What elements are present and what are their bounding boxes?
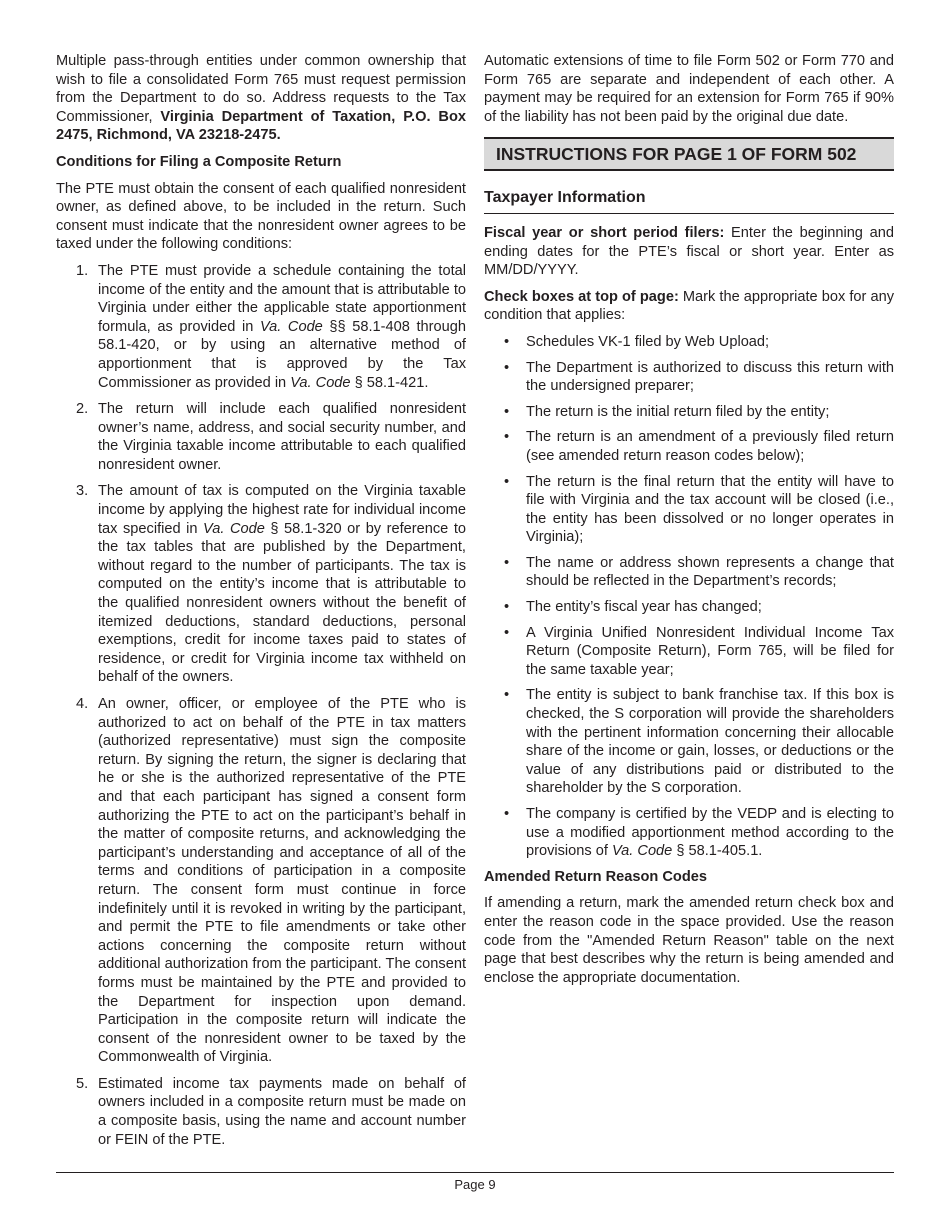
section-title-bar: INSTRUCTIONS FOR PAGE 1 OF FORM 502 — [484, 137, 894, 171]
bullet-dot: • — [504, 624, 510, 641]
bullet-item — [484, 598, 894, 617]
item-text: The amount of tax is computed on the Virginia taxable income by applying the highest rate for individual income tax specified in — [98, 483, 466, 537]
item-text: Estimated income tax payments made on behalf of owners included in a composite return must be made on a composite basis, using the name and account number or FEIN of the PTE. — [98, 1075, 466, 1148]
bullet-text: The company is certified by the VEDP and is electing to use a modified apportionment method according to the provisions of — [526, 806, 894, 860]
bullet-item — [484, 359, 894, 396]
bullet-text: The return is an amendment of a previously filed return (see amended return reason codes below); — [526, 429, 894, 464]
item-number: 4. — [76, 696, 89, 712]
code-citation: Va. Code — [611, 843, 673, 860]
item-text: The PTE must provide a schedule containing the total income of the entity and the amount that is attributable to Virginia under either the applicable state apportionment formula, as provided in — [98, 262, 466, 335]
amended-reason-heading: Amended Return Reason Codes — [484, 868, 707, 885]
fiscal-year-label: Fiscal year or short period filers: — [484, 224, 725, 241]
bullet-item — [484, 428, 894, 465]
bullet-item — [484, 624, 894, 680]
bullet-text: § 58.1-405.1. — [672, 843, 763, 860]
left-column — [56, 52, 466, 1157]
bullet-text: A Virginia Unified Nonresident Individual Income Tax Return (Composite Return), Form 765, will be filed for the same taxable year; — [526, 624, 894, 678]
fiscal-year-paragraph — [484, 224, 894, 280]
condition-item-4 — [56, 695, 466, 1067]
item-text: § 58.1-320 or by reference to the tax tables that are published by the Department, without regard to the number of participants. The tax is computed on the entity’s income that is attributable to the qualified nonresident owners without the benefit of itemized deductions, standard deductions, personal exemptions, credit for income taxes paid to states of residence, or credit for Virginia income tax withheld on behalf of the owners. — [98, 520, 467, 686]
item-text: The return will include each qualified nonresident owner’s name, address, and social security number, and the Virginia taxable income attributable to each qualified nonresident owner. — [98, 401, 466, 473]
bullet-item — [484, 403, 894, 422]
bullet-text: The entity is subject to bank franchise tax. If this box is checked, the S corporation will provide the shareholders with the pertinent information concerning their allocable share of the income or gain, losses, or deductions or the value of any distributions paid or distributed to the shareholder by the S corporation. — [526, 687, 894, 797]
bullet-dot: • — [504, 429, 510, 446]
consolidated-paragraph — [56, 52, 466, 145]
department-address: Virginia Department of Taxation, P.O. Box 2475, Richmond, VA 23218-2475. — [56, 108, 466, 144]
check-boxes-label: Check boxes at top of page: — [484, 288, 679, 305]
bullet-dot: • — [504, 359, 510, 376]
bullet-dot: • — [504, 687, 510, 704]
bullet-dot: • — [504, 806, 510, 822]
bullet-dot: • — [504, 554, 510, 571]
check-boxes-paragraph — [484, 288, 894, 325]
item-number: 5. — [76, 1075, 89, 1092]
conditions-list — [56, 262, 466, 1149]
code-citation: Va. Code — [290, 374, 351, 391]
bullet-item — [484, 686, 894, 798]
consolidated-text: Multiple pass-through entities under common ownership that wish to file a consolidated Form 765 must request permission from the Department to do so. Address requests to the Tax Commissioner, — [56, 53, 466, 125]
footer-divider — [56, 1172, 894, 1173]
item-text: § 58.1-421. — [350, 374, 429, 391]
amended-reason-paragraph: If amending a return, mark the amended return check box and enter the reason code in the space provided. Use the reason code from the "Amended Return Reason" table on the next page that best describes why the return is being amended and enclose the appropriate documentation. — [484, 895, 894, 986]
bullet-dot: • — [504, 599, 510, 616]
bullet-item — [484, 473, 894, 547]
check-box-conditions-list — [484, 333, 894, 861]
item-text: §§ 58.1-408 through 58.1-420, or by using an alternative method of apportionment that is approved by the Tax Commissioner as provided in — [98, 318, 466, 391]
bullet-text: The Department is authorized to discuss this return with the undersigned preparer; — [526, 359, 894, 395]
check-boxes-text: Mark the appropriate box for any condition that applies: — [484, 288, 894, 324]
bullet-item — [484, 805, 894, 861]
fiscal-year-text: Enter the beginning and ending dates for the PTE’s fiscal or short year. Enter as MM/DD/YYYY. — [484, 224, 894, 279]
extensions-paragraph: Automatic extensions of time to file Form 502 or Form 770 and Form 765 are separate and independent of each other. A payment may be required for an extension for Form 765 if 90% of the liability has not been paid by the original due date. — [484, 53, 894, 125]
condition-item-1 — [56, 262, 466, 392]
bullet-text: The name or address shown represents a change that should be reflected in the Department’s records; — [526, 554, 894, 590]
bullet-dot: • — [504, 473, 510, 490]
code-citation: Va. Code — [203, 520, 265, 537]
item-number: 1. — [76, 262, 89, 279]
bullet-dot: • — [504, 333, 510, 350]
condition-item-5 — [56, 1075, 466, 1149]
right-column — [484, 52, 894, 995]
bullet-dot: • — [504, 403, 510, 420]
bullet-text: The entity’s fiscal year has changed; — [526, 599, 762, 616]
page-number: Page 9 — [454, 1177, 496, 1192]
bullet-text: The return is the initial return filed by the entity; — [526, 403, 830, 420]
bullet-text: Schedules VK-1 filed by Web Upload; — [526, 333, 770, 350]
conditions-intro: The PTE must obtain the consent of each qualified nonresident owner, as defined above, to be included in the return. Such consent must indicate that the nonresident owner agrees to be taxed under the following conditions: — [56, 180, 466, 253]
bullet-item — [484, 333, 894, 352]
condition-item-3 — [56, 482, 466, 687]
code-citation: Va. Code — [259, 318, 323, 335]
bullet-text: The return is the final return that the entity will have to file with Virginia and the tax account will be closed (i.e., the entity has been dissolved or no longer operates in Virginia); — [526, 473, 894, 546]
taxpayer-info-heading: Taxpayer Information — [484, 189, 894, 214]
conditions-heading: Conditions for Filing a Composite Return — [56, 153, 342, 170]
item-number: 3. — [76, 483, 89, 500]
condition-item-2 — [56, 400, 466, 474]
item-text: An owner, officer, or employee of the PTE who is authorized to act on behalf of the PTE in tax matters (authorized representative) must sign the composite return. By signing the return, the signer is declaring that he or she is the authorized representative of the PTE and that each participant has signed a consent form authorizing the PTE to act on the participant’s behalf in the matter of composite returns, and acknowledging the participant’s understanding and acceptance of all of the terms and conditions of participation in a composite return. The consent form must continue in force indefinitely until it is revoked in writing by the participant, and permit the PTE to file amendments or take other actions concerning the composite return without additional authorization from the participant. The consent forms must be maintained by the PTE and provided to the Department for inspection upon demand. Participation in the composite return will indicate the consent of the nonresident owner to be taxed by the Commonwealth of Virginia. — [98, 696, 466, 1066]
bullet-item — [484, 554, 894, 591]
item-number: 2. — [76, 401, 89, 418]
